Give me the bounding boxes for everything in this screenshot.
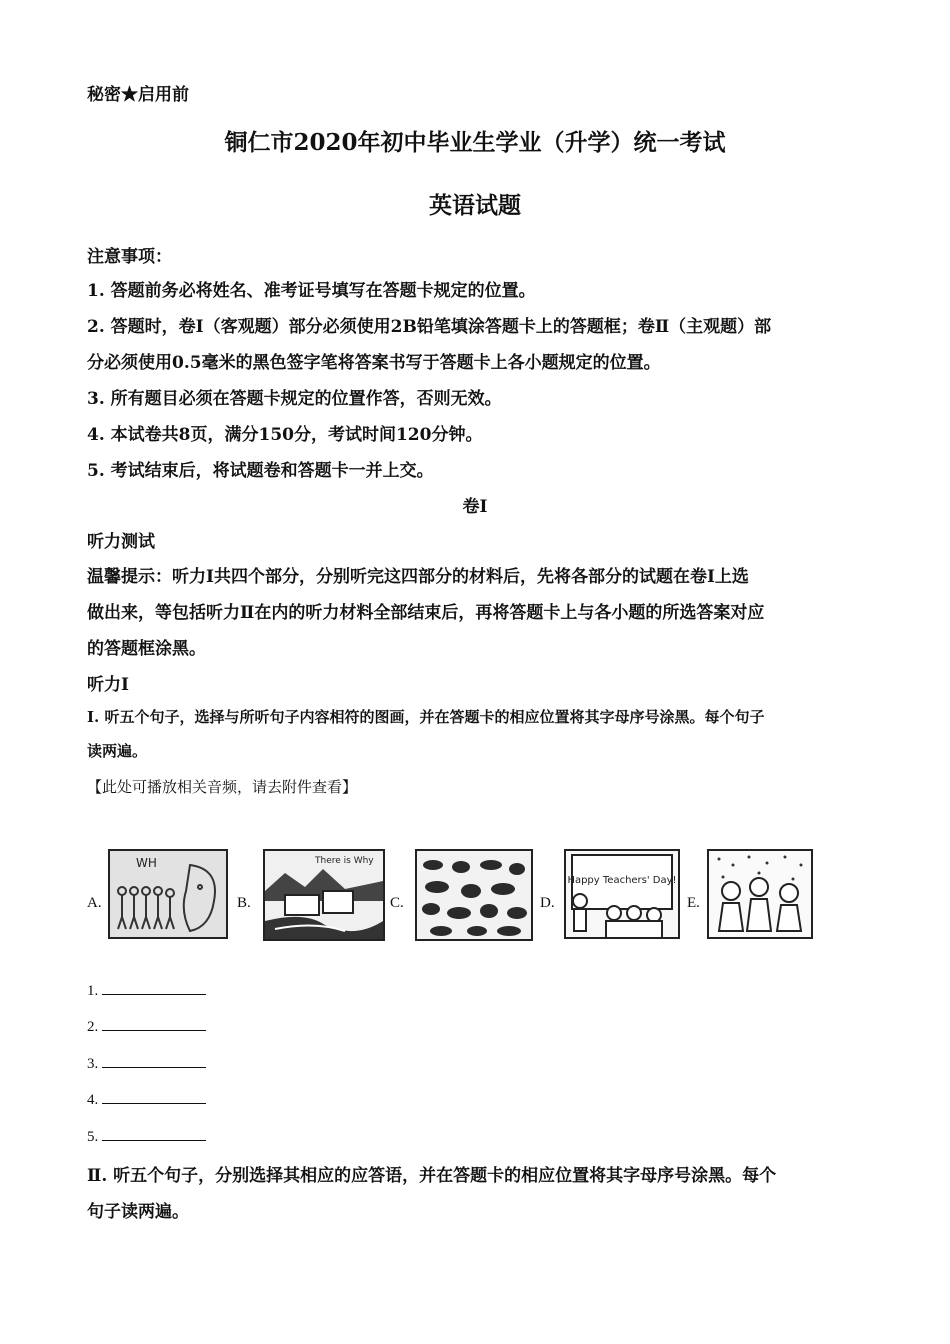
answer-blank[interactable]	[102, 1089, 206, 1104]
exam-subtitle: 英语试题	[429, 192, 521, 219]
note-item: 4. 本试卷共8页，满分150分，考试时间120分钟。	[87, 425, 483, 445]
answer-line-5: 5.	[87, 1126, 206, 1146]
section1-instruction: 读两遍。	[87, 742, 148, 760]
section1-instruction: Ⅰ. 听五个句子，选择与所听句子内容相符的图画，并在答题卡的相应位置将其字母序号涂黑。每个句子	[87, 708, 765, 726]
note-item: 2. 答题时，卷Ⅰ（客观题）部分必须使用2B铅笔填涂答题卡上的答题框；卷Ⅱ（主观题）部	[87, 317, 772, 337]
picture-label: A.	[87, 895, 102, 911]
animals-icon	[415, 849, 533, 941]
snow-scene-icon	[707, 849, 813, 939]
answer-blank[interactable]	[102, 980, 206, 995]
secret-mark: 秘密★启用前	[87, 85, 189, 105]
picture-label: B.	[237, 895, 251, 911]
picture-label: E.	[687, 895, 700, 911]
answer-blank[interactable]	[102, 1053, 206, 1068]
answer-line-1: 1.	[87, 980, 206, 1000]
note-item: 3. 所有题目必须在答题卡规定的位置作答，否则无效。	[87, 389, 502, 409]
teachers-day-icon	[564, 849, 680, 939]
listening-part-heading: 听力Ⅰ	[87, 675, 129, 695]
notes-heading: 注意事项：	[87, 247, 172, 267]
answer-line-4: 4.	[87, 1089, 206, 1109]
answer-blank[interactable]	[102, 1126, 206, 1141]
note-item: 1. 答题前务必将姓名、准考证号填写在答题卡规定的位置。	[87, 281, 536, 301]
note-item: 分必须使用0.5毫米的黑色签字笔将答案书写于答题卡上各小题规定的位置。	[87, 353, 661, 373]
landscape-icon	[263, 849, 385, 941]
audio-note: 【此处可播放相关音频，请去附件查看】	[87, 778, 358, 796]
picture-options	[87, 845, 827, 945]
note-item: 5. 考试结束后，将试题卷和答题卡一并上交。	[87, 461, 434, 481]
listening-tip: 温馨提示：听力Ⅰ共四个部分，分别听完这四部分的材料后，先将各部分的试题在卷Ⅰ上选	[87, 567, 749, 587]
listening-tip: 的答题框涂黑。	[87, 639, 206, 659]
picture-caption: Happy Teachers' Day!	[567, 875, 677, 886]
picture-caption: There is Why	[315, 856, 374, 866]
exam-title: 铜仁市2020年初中毕业生学业（升学）统一考试	[224, 129, 726, 156]
answer-blank[interactable]	[102, 1016, 206, 1031]
picture-caption: WH	[136, 856, 157, 870]
listening-tip: 做出来，等包括听力Ⅱ在内的听力材料全部结束后，再将答题卡上与各小题的所选答案对应	[87, 603, 765, 623]
people-line-icon	[108, 849, 228, 939]
listening-heading: 听力测试	[87, 532, 155, 552]
picture-label: C.	[390, 895, 404, 911]
section2-instruction: Ⅱ. 听五个句子，分别选择其相应的应答语，并在答题卡的相应位置将其字母序号涂黑。每个	[87, 1166, 777, 1186]
picture-label: D.	[540, 895, 555, 911]
answer-line-2: 2.	[87, 1016, 206, 1036]
answer-line-3: 3.	[87, 1053, 206, 1073]
volume-heading: 卷Ⅰ	[462, 497, 488, 517]
section2-instruction: 句子读两遍。	[87, 1202, 189, 1222]
